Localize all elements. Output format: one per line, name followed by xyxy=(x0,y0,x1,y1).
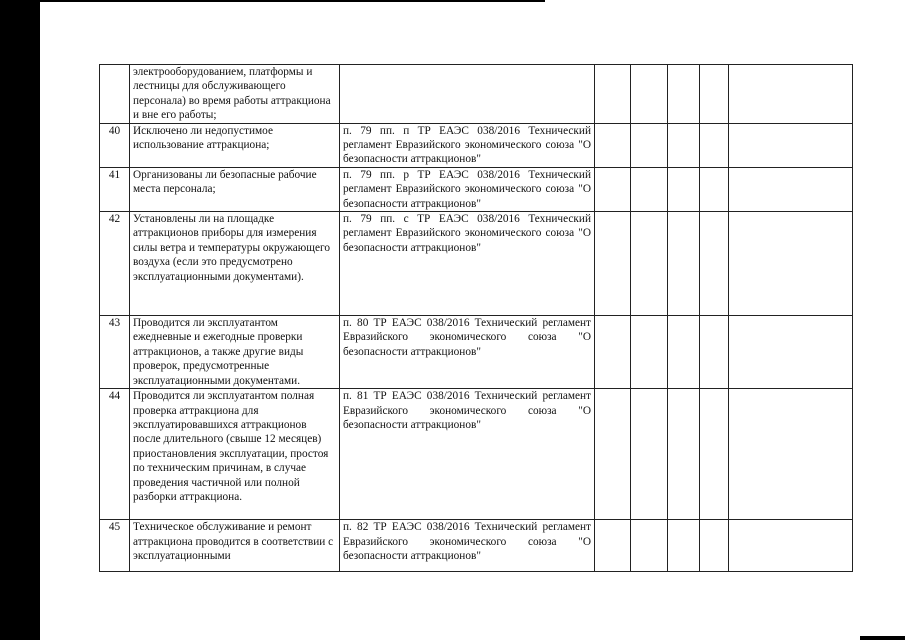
answer-cell-na xyxy=(668,123,700,167)
table-row xyxy=(100,316,853,389)
legal-reference: п. 80 ТР ЕАЭС 038/2016 Технический регламент Евразийского экономического союза "О безопасности аттракционов" xyxy=(340,316,595,389)
answer-cell-yes xyxy=(595,65,631,124)
notes-cell xyxy=(729,167,853,211)
answer-cell-extra xyxy=(700,316,729,389)
table-row xyxy=(100,520,853,572)
scan-edge-top xyxy=(40,0,905,5)
row-number: 42 xyxy=(100,212,130,316)
answer-cell-no xyxy=(631,316,668,389)
answer-cell-na xyxy=(668,520,700,572)
row-number: 45 xyxy=(100,520,130,572)
question-text: Техническое обслуживание и ремонт аттракциона проводится в соответствии с эксплуатационными xyxy=(130,520,340,572)
notes-cell xyxy=(729,65,853,124)
row-number: 40 xyxy=(100,123,130,167)
legal-reference xyxy=(340,65,595,124)
row-number: 41 xyxy=(100,167,130,211)
answer-cell-no xyxy=(631,167,668,211)
question-text: Проводится ли эксплуатантом ежедневные и ежегодные проверки аттракционов, а также другие виды проверок, предусмотренные эксплуатационными документами. xyxy=(130,316,340,389)
notes-cell xyxy=(729,520,853,572)
legal-reference: п. 79 пп. р ТР ЕАЭС 038/2016 Технический регламент Евразийского экономического союза "О безопасности аттракционов" xyxy=(340,167,595,211)
notes-cell xyxy=(729,212,853,316)
row-number xyxy=(100,65,130,124)
answer-cell-no xyxy=(631,389,668,520)
answer-cell-na xyxy=(668,316,700,389)
legal-reference: п. 79 пп. п ТР ЕАЭС 038/2016 Технический регламент Евразийского экономического союза "О безопасности аттракционов" xyxy=(340,123,595,167)
question-text: Организованы ли безопасные рабочие места персонала; xyxy=(130,167,340,211)
table-row xyxy=(100,167,853,211)
answer-cell-yes xyxy=(595,212,631,316)
question-text: электрооборудованием, платформы и лестницы для обслуживающего персонала) во время работы аттракциона и вне его работы; xyxy=(130,65,340,124)
answer-cell-extra xyxy=(700,212,729,316)
scan-dark-edge-left xyxy=(0,0,40,640)
answer-cell-na xyxy=(668,65,700,124)
notes-cell xyxy=(729,123,853,167)
answer-cell-extra xyxy=(700,389,729,520)
answer-cell-yes xyxy=(595,167,631,211)
answer-cell-na xyxy=(668,389,700,520)
answer-cell-yes xyxy=(595,316,631,389)
legal-reference: п. 82 ТР ЕАЭС 038/2016 Технический регламент Евразийского экономического союза "О безопасности аттракционов" xyxy=(340,520,595,572)
table-row xyxy=(100,389,853,520)
table-row xyxy=(100,123,853,167)
answer-cell-extra xyxy=(700,520,729,572)
answer-cell-yes xyxy=(595,520,631,572)
question-text: Установлены ли на площадке аттракционов приборы для измерения силы ветра и температуры окружающего воздуха (если это предусмотрено эксплуатационными документами). xyxy=(130,212,340,316)
answer-cell-extra xyxy=(700,123,729,167)
legal-reference: п. 81 ТР ЕАЭС 038/2016 Технический регламент Евразийского экономического союза "О безопасности аттракционов" xyxy=(340,389,595,520)
answer-cell-na xyxy=(668,167,700,211)
question-text: Проводится ли эксплуатантом полная проверка аттракциона для эксплуатировавшихся аттракционов после длительного (свыше 12 месяцев) приостановления эксплуатации, простоя по техническим причинам, в случае проведения частичной или полной разборки аттракциона. xyxy=(130,389,340,520)
row-number: 43 xyxy=(100,316,130,389)
row-number: 44 xyxy=(100,389,130,520)
answer-cell-yes xyxy=(595,123,631,167)
answer-cell-na xyxy=(668,212,700,316)
question-text: Исключено ли недопустимое использование аттракциона; xyxy=(130,123,340,167)
notes-cell xyxy=(729,389,853,520)
answer-cell-no xyxy=(631,520,668,572)
answer-cell-no xyxy=(631,123,668,167)
table-row xyxy=(100,65,853,124)
answer-cell-extra xyxy=(700,65,729,124)
table-row xyxy=(100,212,853,316)
answer-cell-extra xyxy=(700,167,729,211)
answer-cell-no xyxy=(631,65,668,124)
legal-reference: п. 79 пп. с ТР ЕАЭС 038/2016 Технический регламент Евразийского экономического союза "О безопасности аттракционов" xyxy=(340,212,595,316)
notes-cell xyxy=(729,316,853,389)
answer-cell-yes xyxy=(595,389,631,520)
scan-edge-bottom xyxy=(0,636,905,640)
answer-cell-no xyxy=(631,212,668,316)
checklist-table xyxy=(99,64,853,572)
